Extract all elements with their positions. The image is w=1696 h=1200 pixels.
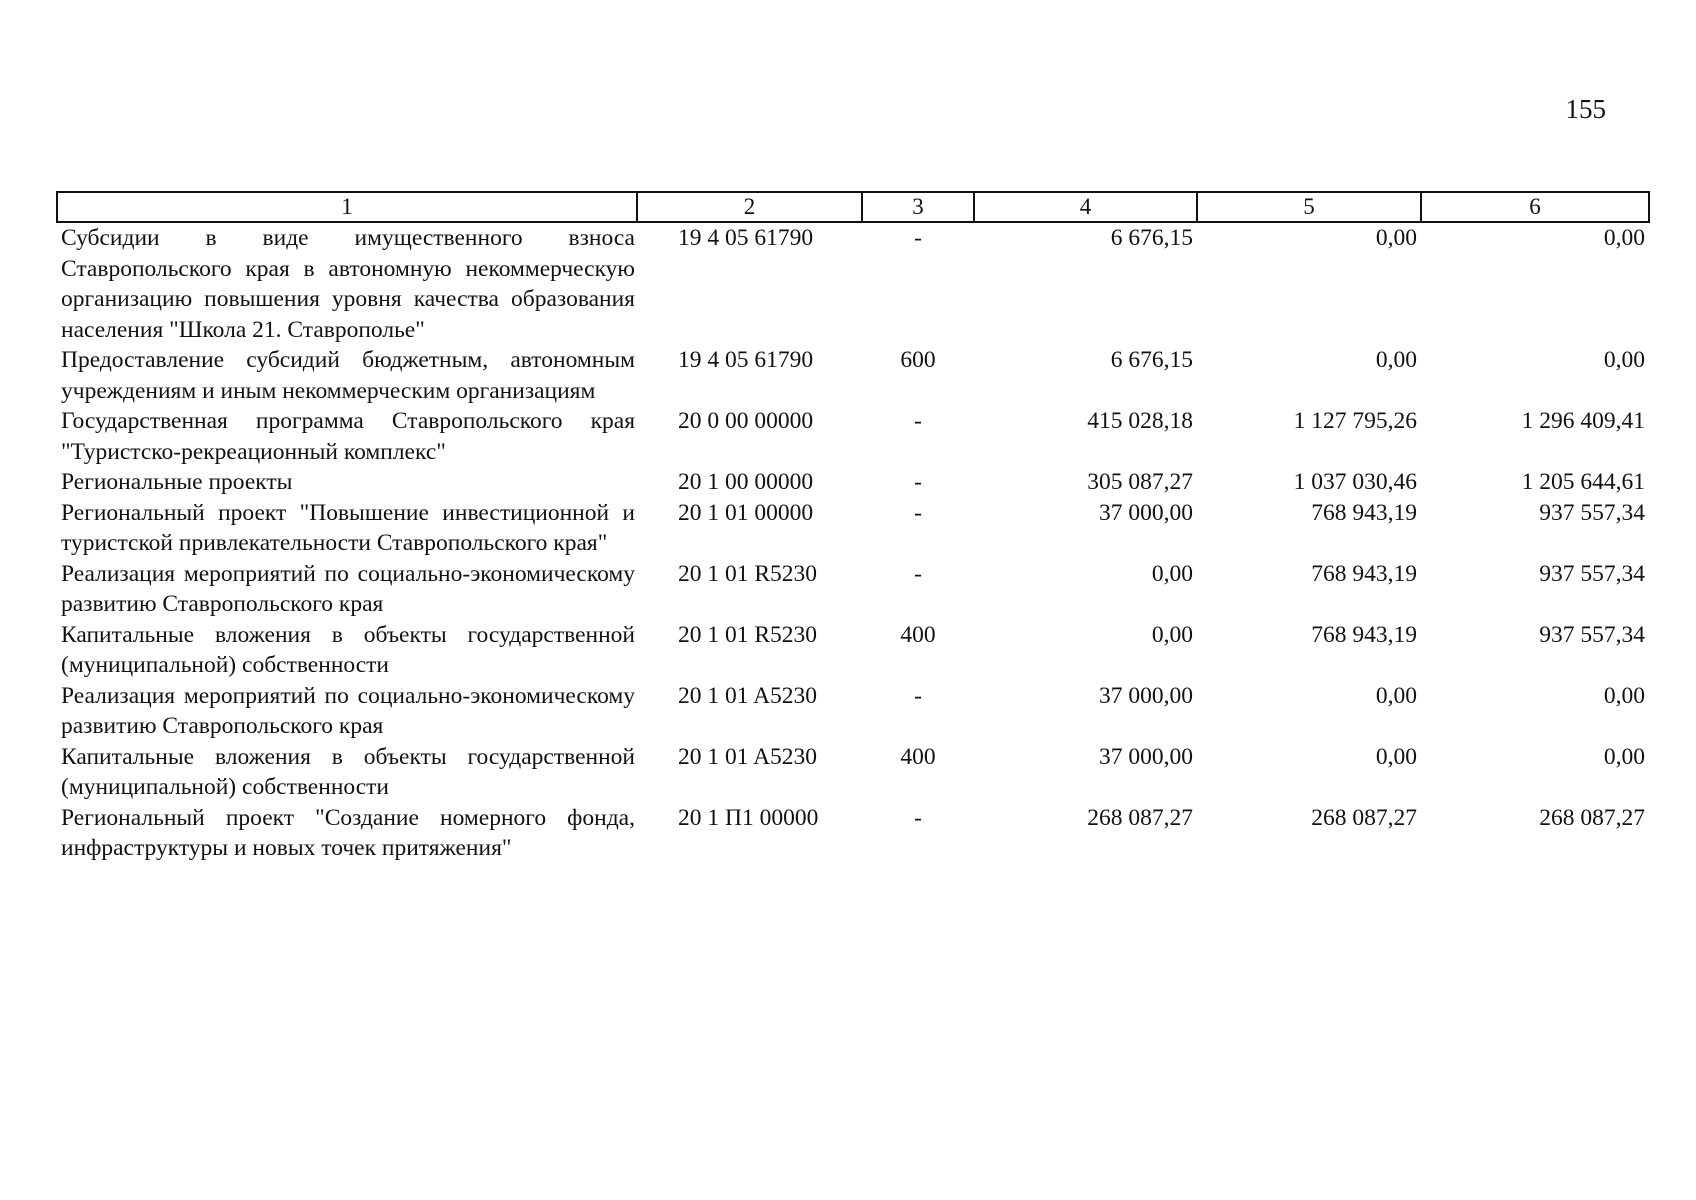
row-amount-col-5: 0,00 (1375, 225, 1417, 251)
row-name: Государственная программа Ставропольского края "Туристско-рекреационный комплекс" (61, 408, 635, 465)
row-code: 20 1 01 R5230 (678, 560, 818, 587)
row-amount-col-5: 0,00 (1375, 347, 1417, 373)
row-expense-type: - (914, 469, 922, 495)
row-amount-col-4: 6 676,15 (1110, 347, 1193, 373)
row-amount-col-4: 37 000,00 (1099, 743, 1193, 770)
row-code: 20 1 01 A5230 (678, 682, 818, 709)
header-row (57, 192, 1649, 222)
row-code: 20 1 00 00000 (678, 469, 814, 495)
row-name: Предоставление субсидий бюджетным, автономным учреждениям и иным некоммерческим организациям (61, 347, 635, 404)
table-row (57, 803, 1649, 864)
row-name: Региональные проекты (61, 469, 293, 495)
row-amount-col-5: 768 943,19 (1311, 621, 1417, 648)
table-row (57, 406, 1649, 467)
row-amount-col-5: 0,00 (1375, 682, 1417, 709)
row-code: 20 1 01 A5230 (678, 743, 818, 770)
row-amount-col-6: 0,00 (1603, 225, 1645, 251)
header-col-5: 5 (1197, 192, 1421, 222)
table-header (57, 192, 1649, 222)
row-amount-col-5: 0,00 (1375, 743, 1417, 770)
row-amount-col-4: 0,00 (1151, 560, 1193, 587)
row-amount-col-5: 768 943,19 (1311, 560, 1417, 587)
budget-table (56, 191, 1650, 864)
row-expense-type: 400 (900, 743, 936, 770)
table-row (57, 620, 1649, 681)
row-expense-type: - (914, 804, 922, 831)
row-expense-type: - (914, 682, 922, 709)
page-number: 155 (1565, 94, 1606, 124)
row-amount-col-6: 0,00 (1603, 682, 1645, 709)
row-amount-col-4: 37 000,00 (1099, 499, 1193, 526)
table-row (57, 222, 1649, 345)
row-code: 19 4 05 61790 (678, 225, 814, 251)
table-row (57, 742, 1649, 803)
table-row (57, 498, 1649, 559)
row-expense-type: - (914, 225, 922, 251)
row-amount-col-5: 1 127 795,26 (1293, 408, 1417, 434)
row-name: Капитальные вложения в объекты государственной (муниципальной) собственности (61, 743, 635, 800)
table-row (57, 467, 1649, 498)
header-col-4: 4 (974, 192, 1197, 222)
row-code: 20 1 П1 00000 (678, 804, 819, 831)
row-name: Субсидии в виде имущественного взноса Ставропольского края в автономную некоммерческую организацию повышения уровня качества образования населения "Школа 21. Ставрополье" (61, 225, 635, 343)
row-code: 20 1 01 00000 (678, 499, 814, 526)
table-row (57, 559, 1649, 620)
row-amount-col-5: 268 087,27 (1311, 804, 1417, 831)
row-name: Реализация мероприятий по социально-экономическому развитию Ставропольского края (61, 682, 635, 739)
table-body (57, 222, 1649, 864)
row-name: Региональный проект "Повышение инвестиционной и туристской привлекательности Ставропольского края" (61, 499, 635, 556)
row-expense-type: 600 (900, 347, 936, 373)
header-col-3: 3 (862, 192, 974, 222)
row-amount-col-4: 37 000,00 (1099, 682, 1193, 709)
row-expense-type: - (914, 560, 922, 587)
row-amount-col-4: 305 087,27 (1087, 469, 1193, 495)
header-col-6: 6 (1421, 192, 1649, 222)
row-expense-type: - (914, 499, 922, 526)
row-amount-col-4: 268 087,27 (1087, 804, 1193, 831)
row-expense-type: - (914, 408, 922, 434)
row-amount-col-6: 268 087,27 (1539, 804, 1645, 831)
row-amount-col-6: 937 557,34 (1539, 621, 1645, 648)
row-amount-col-6: 1 296 409,41 (1521, 408, 1645, 434)
row-amount-col-4: 0,00 (1151, 621, 1193, 648)
row-name: Реализация мероприятий по социально-экономическому развитию Ставропольского края (61, 560, 635, 617)
row-amount-col-6: 0,00 (1603, 347, 1645, 373)
row-amount-col-6: 937 557,34 (1539, 499, 1645, 526)
table-row (57, 681, 1649, 742)
row-amount-col-6: 1 205 644,61 (1521, 469, 1645, 495)
row-amount-col-5: 768 943,19 (1311, 499, 1417, 526)
row-code: 20 0 00 00000 (678, 408, 814, 434)
row-name: Капитальные вложения в объекты государственной (муниципальной) собственности (61, 621, 635, 678)
row-code: 20 1 01 R5230 (678, 621, 818, 648)
row-amount-col-6: 0,00 (1603, 743, 1645, 770)
row-expense-type: 400 (900, 621, 936, 648)
header-col-2: 2 (637, 192, 862, 222)
row-amount-col-4: 6 676,15 (1110, 225, 1193, 251)
row-code: 19 4 05 61790 (678, 347, 814, 373)
row-name: Региональный проект "Создание номерного фонда, инфраструктуры и новых точек притяжения" (61, 804, 635, 861)
header-col-1: 1 (57, 192, 637, 222)
row-amount-col-6: 937 557,34 (1539, 560, 1645, 587)
table-row (57, 345, 1649, 406)
row-amount-col-5: 1 037 030,46 (1293, 469, 1417, 495)
row-amount-col-4: 415 028,18 (1087, 408, 1193, 434)
